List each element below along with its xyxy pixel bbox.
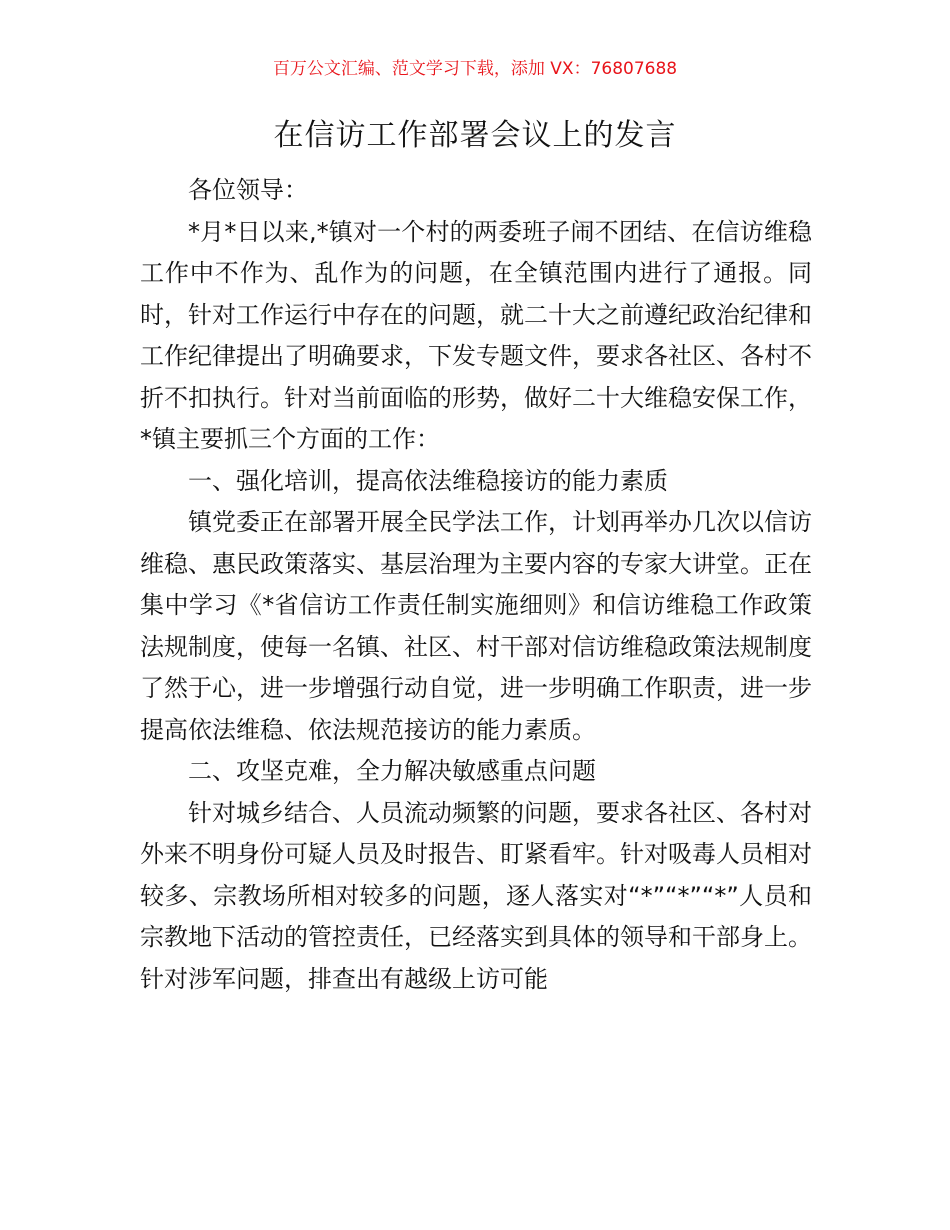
salutation: 各位领导：: [188, 176, 308, 204]
section-heading-2: 二、攻坚克难，全力解决敏感重点问题: [188, 757, 596, 785]
paragraph-section-2: 针对城乡结合、人员流动频繁的问题，要求各社区、各村对外来不明身份可疑人员及时报告、盯紧看牢。针对吸毒人员相对较多、宗教场所相对较多的问题，逐人落实对“*”“*”“*”人员和宗教地下活动的管控责任，已经落实到具体的领导和干部身上。针对涉军问题，排查出有越级上访可能: [140, 798, 812, 993]
header-banner: 百万公文汇编、范文学习下载，添加 VX：76807688: [272, 59, 678, 79]
document-body: [140, 170, 812, 1000]
paragraph-intro: *月*日以来,*镇对一个村的两委班子闹不团结、在信访维稳工作中不作为、乱作为的问题，在全镇范围内进行了通报。同时，针对工作运行中存在的问题，就二十大之前遵纪政治纪律和工作纪律提出了明确要求，下发专题文件，要求各社区、各村不折不扣执行。针对当前面临的形势，做好二十大维稳安保工作，*镇主要抓三个方面的工作：: [140, 217, 812, 453]
document-title: 在信访工作部署会议上的发言: [273, 118, 677, 153]
paragraph-section-1: 镇党委正在部署开展全民学法工作，计划再举办几次以信访维稳、惠民政策落实、基层治理为主要内容的专家大讲堂。正在集中学习《*省信访工作责任制实施细则》和信访维稳工作政策法规制度，使每一名镇、社区、村干部对信访维稳政策法规制度了然于心，进一步增强行动自觉，进一步明确工作职责，进一步提高依法维稳、依法规范接访的能力素质。: [140, 508, 812, 744]
section-heading-1: 一、强化培训，提高依法维稳接访的能力素质: [188, 466, 668, 495]
